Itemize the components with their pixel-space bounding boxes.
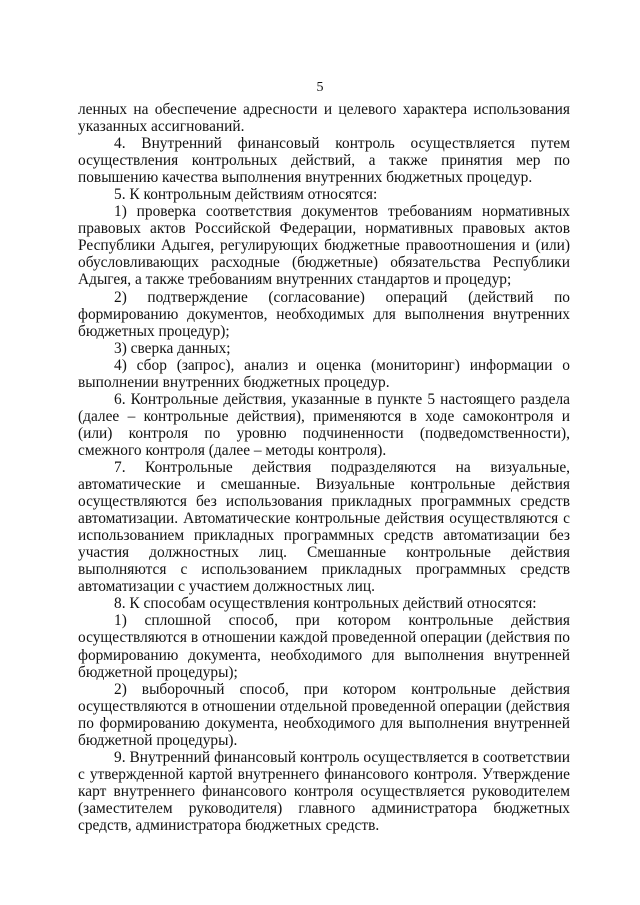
paragraph: 4) сбор (запрос), анализ и оценка (мониторинг) информации о выполнении внутренних бюджетных процедур. xyxy=(78,356,570,391)
paragraph: 2) подтверждение (согласование) операций (действий по формированию документов, необходимых для выполнения внутренних бюджетных процедур); xyxy=(78,288,570,340)
paragraph: 7. Контрольные действия подразделяются на визуальные, автоматические и смешанные. Визуальные контрольные действия осуществляются без использования прикладных программных средств автоматизации. Автоматические контрольные действия осуществляются с использованием прикладных программных средств автоматизации без участия должностных лиц. Смешанные контрольные действия выполняются с использованием прикладных программных средств автоматизации с участием должностных лиц. xyxy=(78,458,570,596)
paragraph: 4. Внутренний финансовый контроль осуществляется путем осуществления контрольных действий, а также принятия мер по повышению качества выполнения внутренних бюджетных процедур. xyxy=(78,135,570,187)
paragraph: 6. Контрольные действия, указанные в пункте 5 настоящего раздела (далее – контрольные действия), применяются в ходе самоконтроля и (или) контроля по уровню подчиненности (подведомственности), смежного контроля (далее – методы контроля). xyxy=(78,390,570,459)
paragraph: 1) сплошной способ, при котором контрольные действия осуществляются в отношении каждой проведенной операции (действия по формированию документа, необходимого для выполнения внутренней бюджетной процедуры); xyxy=(78,612,570,681)
paragraph: 2) выборочный способ, при котором контрольные действия осуществляются в отношении отдельной проведенной операции (действия по формированию документа, необходимого для выполнения внутренней бюджетной процедуры). xyxy=(78,680,570,749)
paragraph: 9. Внутренний финансовый контроль осуществляется в соответствии с утвержденной картой внутреннего финансового контроля. Утверждение карт внутреннего финансового контроля осуществляется руководителем (заместителем руководителя) главного администратора бюджетных средств, администратора бюджетных средств. xyxy=(78,748,570,834)
paragraph: 3) сверка данных; xyxy=(114,339,231,357)
paragraph: 5. К контрольным действиям относятся: xyxy=(114,186,378,204)
document-body xyxy=(78,101,570,834)
paragraph: 1) проверка соответствия документов требованиям нормативных правовых актов Российской Федерации, нормативных правовых актов Республики Адыгея, регулирующих бюджетные правоотношения и (или) обусловливающих расходные (бюджетные) обязательства Республики Адыгея, а также требованиям внутренних стандартов и процедур; xyxy=(78,203,570,289)
page-number: 5 xyxy=(316,80,324,95)
paragraph: ленных на обеспечение адресности и целевого характера использования указанных ассигнований. xyxy=(78,101,570,136)
paragraph: 8. К способам осуществления контрольных действий относятся: xyxy=(114,595,537,613)
